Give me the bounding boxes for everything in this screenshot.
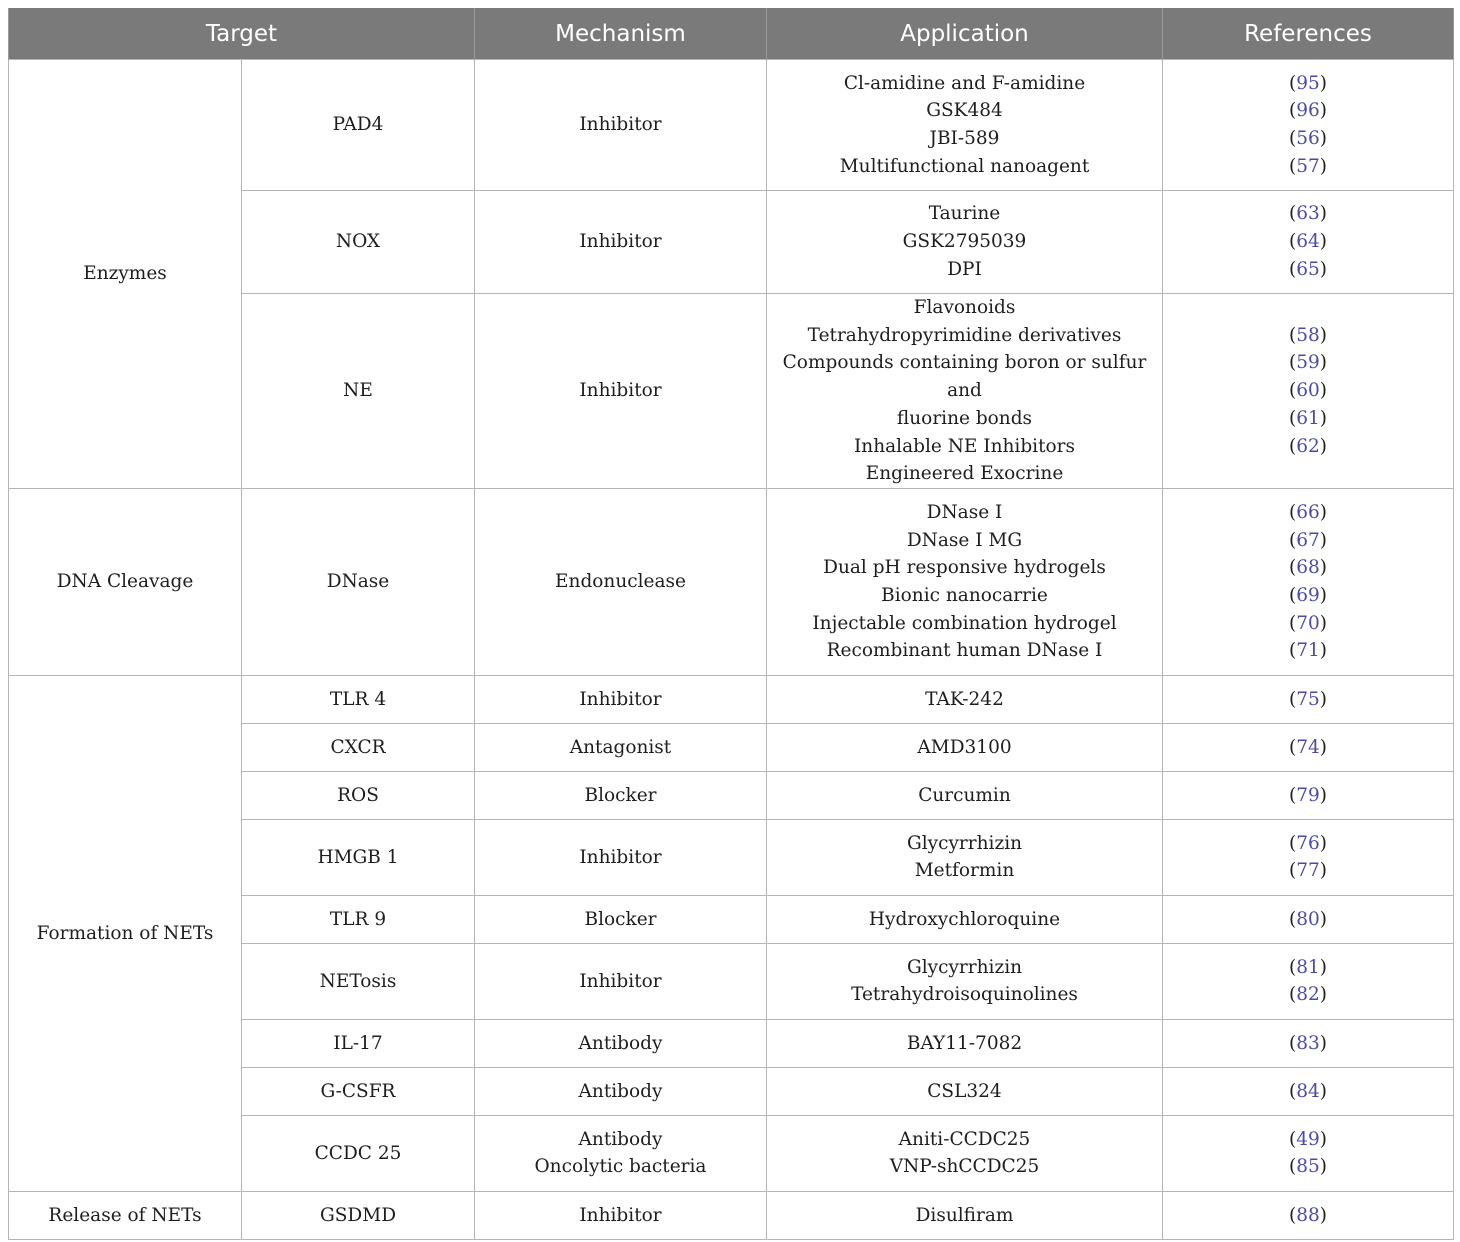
reference-line: (84) [1289, 1080, 1327, 1102]
mechanism-line: Blocker [584, 784, 657, 806]
target-cell: ROS [242, 771, 475, 819]
reference-link[interactable]: 88 [1296, 1204, 1320, 1226]
application-line: Flavonoids [913, 297, 1016, 318]
application-line: Inhalable NE Inhibitors [854, 435, 1075, 457]
reference-link[interactable]: 83 [1296, 1032, 1320, 1054]
reference-link[interactable]: 63 [1296, 203, 1320, 225]
reference-line: (75) [1289, 688, 1327, 710]
category-cell: Release of NETs [9, 1191, 242, 1239]
reference-line: (62) [1289, 435, 1327, 457]
application-line: DPI [947, 258, 982, 280]
application-cell [767, 1115, 1163, 1191]
target-cell: PAD4 [242, 60, 475, 191]
reference-line: (68) [1289, 557, 1327, 579]
reference-line: (83) [1289, 1032, 1327, 1054]
application-line: Tetrahydropyrimidine derivatives [807, 324, 1122, 346]
references-cell [1163, 1115, 1454, 1191]
application-line: JBI-589 [929, 128, 1000, 149]
mechanism-line: Antibody [578, 1032, 663, 1054]
reference-line: (66) [1289, 501, 1327, 523]
references-cell [1163, 60, 1454, 191]
mechanism-line: Inhibitor [579, 846, 662, 868]
mechanism-cell [475, 1019, 767, 1067]
references-cell [1163, 488, 1454, 675]
reference-link[interactable]: 95 [1296, 72, 1320, 94]
mechanism-line: Oncolytic bacteria [534, 1156, 707, 1178]
target-cell: G-CSFR [242, 1067, 475, 1115]
mechanism-cell [475, 1191, 767, 1239]
reference-link[interactable]: 67 [1296, 529, 1320, 551]
reference-link[interactable]: 96 [1296, 100, 1320, 122]
application-line: Engineered Exocrine [865, 463, 1064, 485]
mechanism-line: Blocker [584, 908, 657, 930]
mechanism-line: Endonuclease [555, 571, 686, 593]
application-line: AMD3100 [917, 736, 1012, 758]
application-line: Bionic nanocarrie [881, 584, 1048, 606]
category-cell: Enzymes [9, 60, 242, 489]
mechanism-cell [475, 191, 767, 294]
application-line: BAY11-7082 [906, 1032, 1023, 1054]
reference-link[interactable]: 62 [1296, 435, 1320, 457]
reference-link[interactable]: 71 [1296, 640, 1320, 662]
reference-link[interactable]: 56 [1296, 128, 1320, 149]
application-cell [767, 1067, 1163, 1115]
mechanism-line: Inhibitor [579, 970, 662, 992]
target-cell: CCDC 25 [242, 1115, 475, 1191]
reference-line: (80) [1289, 908, 1327, 930]
application-line: Curcumin [918, 784, 1011, 806]
header-mechanism: Mechanism [475, 8, 767, 60]
application-line: fluorine bonds [896, 407, 1033, 429]
application-line: Cl-amidine and F-amidine [843, 72, 1086, 94]
reference-link[interactable]: 59 [1296, 352, 1320, 374]
mechanism-line: Antagonist [569, 736, 672, 758]
target-cell: TLR 4 [242, 675, 475, 723]
mechanism-line: Inhibitor [579, 114, 662, 136]
therapeutic-targets-table [8, 8, 1454, 1240]
reference-line: (70) [1289, 612, 1327, 634]
reference-line: (63) [1289, 203, 1327, 225]
mechanism-line: Inhibitor [579, 231, 662, 253]
reference-link[interactable]: 80 [1296, 908, 1320, 930]
reference-link[interactable]: 64 [1296, 231, 1320, 253]
mechanism-line: Inhibitor [579, 688, 662, 710]
table-row [9, 60, 1454, 191]
reference-link[interactable]: 79 [1296, 784, 1320, 806]
application-cell [767, 675, 1163, 723]
reference-link[interactable]: 61 [1296, 407, 1320, 429]
reference-line: (95) [1289, 72, 1327, 94]
reference-line: (88) [1289, 1204, 1327, 1226]
header-target: Target [9, 8, 475, 60]
table-row [9, 675, 1454, 723]
references-cell [1163, 1019, 1454, 1067]
references-cell [1163, 723, 1454, 771]
application-cell [767, 60, 1163, 191]
reference-link[interactable]: 75 [1296, 688, 1320, 710]
application-line: Injectable combination hydrogel [812, 612, 1117, 634]
reference-link[interactable]: 68 [1296, 557, 1320, 579]
application-line: Taurine [928, 203, 1001, 225]
application-line: VNP-shCCDC25 [889, 1156, 1040, 1178]
application-cell [767, 191, 1163, 294]
reference-link[interactable]: 49 [1296, 1128, 1320, 1150]
application-line: Compounds containing boron or sulfur and [782, 352, 1147, 402]
mechanism-cell [475, 771, 767, 819]
mechanism-cell [475, 60, 767, 191]
reference-line: (56) [1289, 128, 1327, 149]
reference-link[interactable]: 70 [1296, 612, 1320, 634]
reference-line: (77) [1289, 860, 1327, 882]
reference-link[interactable]: 81 [1296, 956, 1320, 978]
application-line: Metformin [914, 860, 1015, 882]
references-cell [1163, 943, 1454, 1019]
mechanism-cell [475, 1115, 767, 1191]
references-cell [1163, 1191, 1454, 1239]
target-cell: NE [242, 294, 475, 489]
application-line: CSL324 [927, 1080, 1002, 1102]
reference-line: (57) [1289, 155, 1327, 177]
reference-link[interactable]: 60 [1296, 380, 1320, 402]
reference-link[interactable]: 66 [1296, 501, 1320, 523]
application-line: DNase I MG [906, 529, 1023, 551]
reference-line: (67) [1289, 529, 1327, 551]
mechanism-cell [475, 819, 767, 895]
reference-line: (49) [1289, 1128, 1327, 1150]
mechanism-line: Antibody [578, 1128, 663, 1150]
references-cell [1163, 895, 1454, 943]
references-cell [1163, 294, 1454, 489]
reference-line: (58) [1289, 324, 1327, 346]
target-cell: NETosis [242, 943, 475, 1019]
reference-line: (79) [1289, 784, 1327, 806]
mechanism-line: Antibody [578, 1080, 663, 1102]
references-cell [1163, 191, 1454, 294]
application-line: GSK484 [926, 100, 1003, 122]
target-cell: DNase [242, 488, 475, 675]
mechanism-cell [475, 675, 767, 723]
application-line: DNase I [926, 501, 1003, 523]
application-cell [767, 1191, 1163, 1239]
reference-link[interactable]: 58 [1296, 324, 1320, 346]
mechanism-cell [475, 895, 767, 943]
reference-link[interactable]: 82 [1296, 984, 1320, 1006]
application-line: Aniti-CCDC25 [898, 1128, 1031, 1150]
category-cell: Formation of NETs [9, 675, 242, 1191]
mechanism-cell [475, 294, 767, 489]
reference-line: (76) [1289, 832, 1327, 854]
reference-line: (82) [1289, 984, 1327, 1006]
header-references: References [1163, 8, 1454, 60]
reference-line: (59) [1289, 352, 1327, 374]
reference-line: (96) [1289, 100, 1327, 122]
target-cell: TLR 9 [242, 895, 475, 943]
header-row [9, 8, 1454, 60]
reference-line: (65) [1289, 258, 1327, 280]
application-line: Glycyrrhizin [906, 956, 1023, 978]
application-line: GSK2795039 [902, 231, 1027, 253]
application-cell [767, 723, 1163, 771]
reference-link[interactable]: 85 [1296, 1156, 1320, 1178]
mechanism-line: Inhibitor [579, 380, 662, 402]
application-cell [767, 294, 1163, 489]
mechanism-cell [475, 1067, 767, 1115]
references-cell [1163, 675, 1454, 723]
application-line: Hydroxychloroquine [868, 908, 1061, 930]
application-line: Dual pH responsive hydrogels [823, 557, 1106, 579]
references-cell [1163, 819, 1454, 895]
target-cell: HMGB 1 [242, 819, 475, 895]
table-row [9, 488, 1454, 675]
application-line: Glycyrrhizin [906, 832, 1023, 854]
reference-link[interactable]: 69 [1296, 584, 1320, 606]
target-cell: CXCR [242, 723, 475, 771]
application-line: Disulfiram [915, 1204, 1014, 1226]
reference-link[interactable]: 76 [1296, 832, 1320, 854]
mechanism-cell [475, 488, 767, 675]
reference-link[interactable]: 77 [1296, 860, 1320, 882]
target-cell: IL-17 [242, 1019, 475, 1067]
mechanism-line: Inhibitor [579, 1204, 662, 1226]
reference-line: (81) [1289, 956, 1327, 978]
reference-link[interactable]: 57 [1296, 155, 1320, 177]
reference-line: (69) [1289, 584, 1327, 606]
table-body [9, 60, 1454, 1240]
reference-line: (60) [1289, 380, 1327, 402]
reference-line: (64) [1289, 231, 1327, 253]
reference-link[interactable]: 74 [1296, 736, 1320, 758]
header-application: Application [767, 8, 1163, 60]
application-cell [767, 819, 1163, 895]
application-line: Multifunctional nanoagent [839, 155, 1090, 177]
reference-link[interactable]: 65 [1296, 258, 1320, 280]
reference-line: (74) [1289, 736, 1327, 758]
reference-line: (85) [1289, 1156, 1327, 1178]
mechanism-cell [475, 723, 767, 771]
table-row [9, 1191, 1454, 1239]
application-line: TAK-242 [925, 688, 1004, 710]
target-cell: NOX [242, 191, 475, 294]
mechanism-cell [475, 943, 767, 1019]
application-cell [767, 771, 1163, 819]
application-cell [767, 895, 1163, 943]
reference-line: (71) [1289, 640, 1327, 662]
references-cell [1163, 771, 1454, 819]
application-cell [767, 1019, 1163, 1067]
application-line: Tetrahydroisoquinolines [851, 984, 1078, 1006]
reference-link[interactable]: 84 [1296, 1080, 1320, 1102]
application-cell [767, 488, 1163, 675]
target-cell: GSDMD [242, 1191, 475, 1239]
references-cell [1163, 1067, 1454, 1115]
application-line: Recombinant human DNase I [826, 640, 1103, 662]
category-cell: DNA Cleavage [9, 488, 242, 675]
reference-line: (61) [1289, 407, 1327, 429]
application-cell [767, 943, 1163, 1019]
